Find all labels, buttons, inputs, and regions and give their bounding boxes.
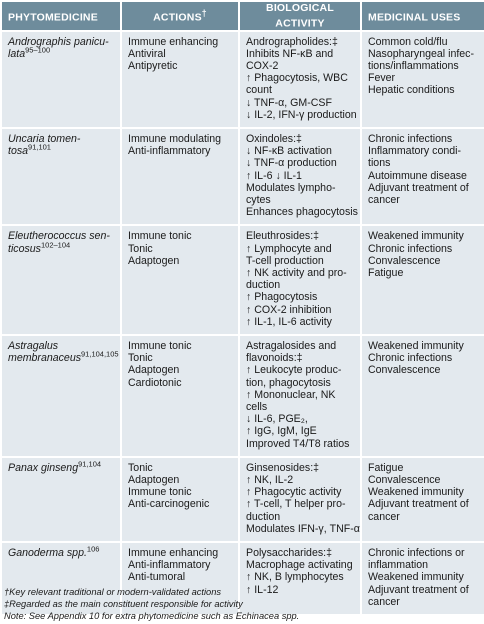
activity-line: ↑ COX-2 inhibition [246,303,332,316]
activity-line: ↑ NK, B lymphocytes [246,571,344,584]
action-line: Immune tonic [128,339,192,352]
use-line: Chronic infections [368,132,453,145]
use-line: cancer [368,510,400,523]
cell-actions [122,458,238,541]
table-header-row [2,2,484,30]
activity-line: Andrographolides:‡ [246,35,338,48]
use-line: Nasopharyngeal infec- [368,47,474,60]
activity-line: ↑ NK activity and pro- [246,266,347,279]
action-line: Immune enhancing [128,547,219,560]
cell-actions [122,129,238,224]
action-line: Anti-inflammatory [128,559,211,572]
use-line: Autoimmune disease [368,169,467,182]
activity-line: Modulates IFN-γ, TNF-α [246,522,360,535]
use-line: inflammation [368,559,429,572]
action-line: Anti-carcinogenic [128,498,210,511]
use-line: cancer [368,193,400,206]
action-line: Immune tonic [128,230,192,243]
action-line: Tonic [128,242,153,255]
activity-line: Improved T4/T8 ratios [246,437,350,450]
action-line: Anti-inflammatory [128,145,211,158]
activity-line: Enhances phagocytosis [246,206,358,219]
phytomedicine-name-line: lata$^{95-100}$ [8,45,51,60]
header-phytomedicine: PHYTOMEDICINE [2,2,120,30]
action-line: Antiviral [128,47,166,60]
activity-line: Astragalosides and [246,339,337,352]
phytomedicine-name-line: Andrographis panicu- [8,35,109,48]
use-line: Adjuvant treatment of [368,181,469,194]
cell-biological-activity [240,32,360,127]
reference-superscript: 91,104 [78,459,102,469]
activity-line: flavonoids:‡ [246,352,303,365]
use-line: cancer [368,595,400,608]
table-row [2,458,484,541]
cell-biological-activity [240,226,360,334]
action-line: Immune tonic [128,486,192,499]
activity-line: ↑ Phagocytic activity [246,486,342,499]
cell-medicinal-uses [362,32,484,127]
use-line: Convalescence [368,364,441,377]
table-row [2,226,484,334]
cell-medicinal-uses [362,336,484,456]
activity-line: ↑ Leukocyte produc- [246,364,342,377]
activity-line: ↑ Mononuclear, NK [246,388,336,401]
activity-line: Modulates lympho- [246,181,336,194]
cell-biological-activity [240,458,360,541]
reference-superscript: 102–104 [40,240,71,250]
activity-line: tion, phagocytosis [246,376,331,389]
action-line: Adaptogen [128,254,180,267]
activity-line: ↓ NF-κB activation [246,145,332,158]
cell-phytomedicine [2,226,120,334]
use-line: Weakened immunity [368,339,464,352]
action-line: Adaptogen [128,474,180,486]
cell-actions [122,32,238,127]
activity-line: Macrophage activating [246,559,353,572]
phytomedicine-name-line: membranaceus$^{91,104,105}$ [8,349,119,365]
use-line: Adjuvant treatment of [368,583,469,596]
cell-biological-activity [240,129,360,224]
reference-superscript: 95–100 [25,45,51,55]
use-line: Weakened immunity [368,486,464,499]
activity-line: ↓ IL-6, PGE₂, [246,413,308,426]
activity-line: ↑ IL-12 [246,583,279,596]
use-line: Hepatic conditions [368,84,455,97]
activity-line: ↑ IL-1, IL-6 activity [246,315,332,328]
cell-medicinal-uses [362,458,484,541]
activity-line: ↑ IL-6 ↓ IL-1 [246,169,302,182]
activity-line: COX-2 [246,59,279,72]
action-line: Anti-tumoral [128,571,186,584]
cell-phytomedicine [2,458,120,541]
use-line: tions/inflammations [368,59,459,72]
phytomedicine-name-line: Astragalus [8,339,59,352]
header-actions: ACTIONS† [122,2,238,30]
cell-medicinal-uses [362,129,484,224]
use-line: Weakened immunity [368,571,464,584]
use-line: Convalescence [368,474,441,486]
activity-line: Oxindoles:‡ [246,132,302,145]
activity-line: T-cell production [246,254,324,267]
header-medicinal-uses: MEDICINAL USES [362,2,484,30]
use-line: Fatigue [368,266,404,279]
phytomedicine-name-line: ticosus$^{102-104}$ [8,240,71,255]
use-line: tions [368,157,391,170]
activity-line: ↑ NK, IL-2 [246,474,294,486]
phytomedicine-name-line: Panax ginseng$^{91,104}$ [8,459,102,474]
use-line: Inflammatory condi- [368,145,462,158]
activity-line: ↑ Phagocytosis, WBC [246,72,348,85]
reference-superscript: 106 [86,544,100,554]
action-line: Tonic [128,352,153,365]
use-line: Chronic infections [368,352,453,365]
activity-line: cells [246,400,268,413]
footnote-note: Note: See Appendix 10 for extra phytomedicine such as Echinacea spp. [4,611,300,621]
cell-phytomedicine [2,129,120,224]
action-line: Tonic [128,461,153,474]
activity-line: ↑ Lymphocyte and [246,242,332,255]
activity-line: ↑ Phagocytosis [246,291,318,304]
table-row [2,32,484,127]
use-line: Convalescence [368,254,441,267]
activity-line: Polysaccharides:‡ [246,547,332,560]
reference-superscript: 91,101 [28,142,51,152]
phytomedicine-name-line: Uncaria tomen- [8,132,81,145]
activity-line: Ginsenosides:‡ [246,461,320,474]
activity-line: ↓ TNF-α production [246,157,337,170]
table-row [2,336,484,456]
activity-line: Eleuthrosides:‡ [246,230,320,243]
action-line: Immune enhancing [128,35,219,48]
activity-line: Inhibits NF-κB and [246,47,334,60]
action-line: Cardiotonic [128,376,182,389]
activity-line: ↑ IgG, IgM, IgE [246,425,317,438]
phytomedicine-name-line: Eleutherococcus sen- [8,230,110,243]
reference-superscript: 91,104,105 [81,349,119,359]
use-line: Adjuvant treatment of [368,498,469,511]
use-line: Fever [368,72,396,85]
activity-line: cytes [246,193,271,206]
cell-biological-activity [240,336,360,456]
use-line: Chronic infections or [368,547,465,560]
footnote-constituent: ‡Regarded as the main constituent responsible for activity [4,599,243,609]
cell-actions [122,336,238,456]
use-line: Chronic infections [368,242,453,255]
use-line: Fatigue [368,461,404,474]
use-line: Common cold/flu [368,35,448,48]
activity-line: count [246,84,272,97]
footnote-actions: †Key relevant traditional or modern-validated actions [4,587,222,597]
activity-line: duction [246,510,281,523]
action-line: Adaptogen [128,364,180,377]
phytomedicine-name-line: tosa$^{91,101}$ [8,142,51,158]
action-line: Antipyretic [128,59,178,72]
activity-line: ↓ IL-2, IFN-γ production [246,108,357,121]
header-biological-activity: BIOLOGICAL ACTIVITY [240,2,360,30]
cell-phytomedicine [2,32,120,127]
action-line: Immune modulating [128,132,222,145]
use-line: Weakened immunity [368,230,464,243]
cell-medicinal-uses [362,226,484,334]
activity-line: duction [246,279,281,292]
phytomedicine-name-line: Ganoderma spp.$^{106}$ [8,544,100,560]
cell-phytomedicine [2,336,120,456]
activity-line: ↓ TNF-α, GM-CSF [246,96,332,109]
table-row [2,129,484,224]
cell-actions [122,226,238,334]
footnotes [4,583,480,622]
activity-line: ↑ T-cell, T helper pro- [246,498,346,511]
